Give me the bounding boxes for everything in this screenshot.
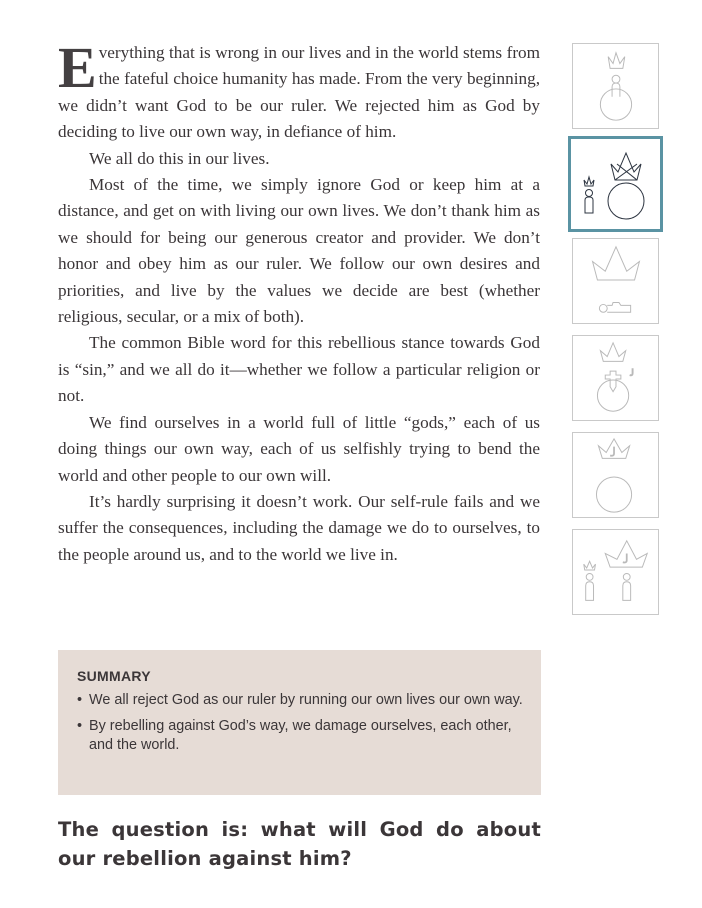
drop-cap: E xyxy=(58,35,97,100)
bullet-icon: • xyxy=(77,692,83,708)
summary-title: SUMMARY xyxy=(77,668,151,684)
thumbnail-5[interactable] xyxy=(572,432,659,518)
paragraph-3: Most of the time, we simply ignore God or keep him at a distance, and get on with living our own lives. We don’t thank him as we should for being our generous creator and provider. We don’t honor and obey him as our ruler. We follow our own desires and priorities, and live by the values we decide are best (whether religious, secular, or a mix of both). xyxy=(58,175,540,327)
summary-item: • By rebelling against God’s way, we damage ourselves, each other, and the world. xyxy=(77,717,512,753)
question-heading: The question is: what will God do about our rebellion against him? xyxy=(58,818,541,870)
article-body xyxy=(58,35,540,568)
thumbnail-2-active[interactable] xyxy=(568,136,663,232)
thumbnail-3[interactable] xyxy=(572,238,659,324)
summary-list xyxy=(77,691,523,756)
crown-with-fallen-person-icon xyxy=(573,239,658,323)
thumbnail-4[interactable] xyxy=(572,335,659,421)
summary-item: • We all reject God as our ruler by running our own lives our own way. xyxy=(77,691,523,711)
paragraph-1: Everything that is wrong in our lives and in the world stems from the fateful choice humanity has made. From the very beginning, we didn’t want God to be our ruler. We rejected him as God by deciding to live our own way, in defiance of him. xyxy=(58,35,540,142)
bullet-icon: • xyxy=(77,717,83,734)
paragraph-6: It’s hardly surprising it doesn’t work. Our self-rule fails and we suffer the consequences, including the damage we do to ourselves, to the people around us, and to the world we live in. xyxy=(58,491,540,564)
crown-j-over-world-icon xyxy=(573,433,658,517)
thumbnail-6[interactable] xyxy=(572,529,659,615)
paragraph-2: We all do this in our lives. xyxy=(89,148,270,168)
summary-box xyxy=(58,650,541,795)
crown-over-person-world-icon xyxy=(573,44,658,128)
thumbnail-1[interactable] xyxy=(572,43,659,129)
paragraph-4: The common Bible word for this rebellious stance towards God is “sin,” and we all do it—whether we follow a particular religion or not. xyxy=(58,333,540,406)
crown-with-cross-person-world-icon xyxy=(573,336,658,420)
two-people-under-crown-j-icon xyxy=(573,530,658,614)
person-crowned-rejecting-god-icon xyxy=(571,139,660,229)
paragraph-5: We find ourselves in a world full of little “gods,” each of us doing things our own way, each of us selfishly trying to bend the world and other people to our own will. xyxy=(58,412,540,485)
